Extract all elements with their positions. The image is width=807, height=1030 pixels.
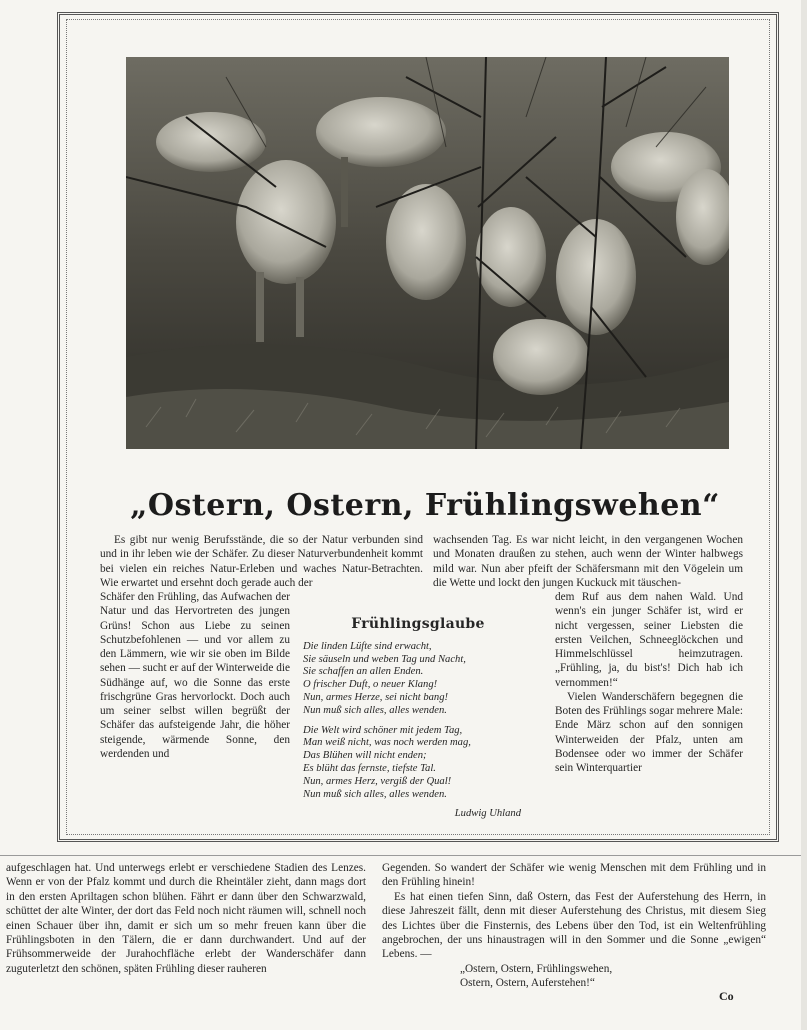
poem-line: Das Blühen will nicht enden;	[303, 750, 427, 762]
poem-author: Ludwig Uhland	[454, 808, 521, 820]
poem-line: Die Welt wird schöner mit jedem Tag,	[303, 724, 463, 736]
poem-line: Man weiß nicht, was noch werden mag,	[303, 737, 471, 749]
right-column-lead: wachsenden Tag. Es war nicht leicht, in den vergangenen Wochen und Monaten draußen zu stehen, auch wenn der Winter halbwegs mild war. Nun aber pfeift der Schäfersmann mit den Vögelein um die Wette und lockt den jungen Kuckuck mit täuschen-	[433, 534, 743, 589]
continuation-right-p2: Es hat einen tiefen Sinn, daß Ostern, das Fest der Auferstehung des Herrn, in diese Jahreszeit fällt, denn mit dieser Auferstehung des Christus, mit diesem Sieg des Lichtes über die Finsternis, des Lebens über den Tod, ist ein Weltenfrühling angebrochen, der uns hinaustragen will in den Sommer und die Sonne „ewigen“ Lebens. —	[382, 890, 766, 961]
continuation-left	[6, 861, 366, 976]
poem-line: Es blüht das fernste, tiefste Tal.	[303, 762, 436, 774]
poem-line: Sie säuseln und weben Tag und Nacht,	[303, 653, 466, 665]
poem-line: Nun, armes Herz, vergiß der Qual!	[303, 775, 452, 787]
continuation-left-text: aufgeschlagen hat. Und unterwegs erlebt er verschiedene Stadien des Lenzes. Wenn er von der Pfalz kommt und durch die Rheintäler zieht, dann mags dort in den ersten Apriltagen schon blühen. Fährt er dann über den Schwarzwald, schüttet der alte Winter, der dort das Feld noch nicht räumen will, schnell noch einen Schauer über ihn, damit er sich um so mehr freuen kann über die Frühlingsboten in den Tälern, die er dann durchwandert. Und auf der Frühsommerweide der Jurahochfläche erlebt der Wanderschäfer dann zuguterletzt den schönen, späten Frühling dieser rauheren	[6, 862, 366, 975]
poem-line: Die linden Lüfte sind erwacht,	[303, 640, 432, 652]
poem-line: O frischer Duft, o neuer Klang!	[303, 679, 438, 691]
right-column-narrow-1: dem Ruf aus dem nahen Wald. Und wenn's ein junger Schäfer ist, wird er nicht vergessen, seiner Liebsten die ersten Veilchen, Schneeglöckchen und Himmelschlüssel heimzutragen. „Frühling, ja, du bist's! Dich hab ich vernommen!“	[555, 591, 743, 689]
lambs-photo-graphic	[126, 57, 729, 449]
left-column-lead: Es gibt nur wenig Berufsstände, die so der Natur verbunden sind und in ihr leben wie der Schäfer. Zu dieser Naturverbundenheit kommt bei vielen ein reiches Natur-Erleben und waches Natur-Betrachten. Wie erwartet und ersehnt doch gerade auch der	[100, 534, 423, 589]
poem-line: Nun, armes Herze, sei nicht bang!	[303, 691, 449, 703]
poem-line: Nun muß sich alles, alles wenden.	[303, 788, 447, 800]
left-column-narrow: Schäfer den Frühling, das Aufwachen der Natur und das Hervortreten des jungen Grüns! Schon aus Liebe zu seinen Schutzbefohlenen — und vor allem zu den Lämmern, wie wir sie oben im Bilde sehen — sucht er auf der Winterweide die Südhänge auf, wo die Sonne das erste frischgrüne Gras hervorlockt. Doch auch um seiner selbst willen begrüßt der Schäfer das aufsteigende Jahr, die höher steigende, wärmende Sonne, den werdenden und	[100, 591, 290, 760]
poem-title: Frühlingsglaube	[351, 616, 485, 632]
continuation-right	[382, 861, 766, 991]
poem-line: Nun muß sich alles, alles wenden.	[303, 704, 447, 716]
continuation-right-p1: Gegenden. So wandert der Schäfer wie wenig Menschen mit dem Frühling und in den Frühling hinein!	[382, 862, 766, 889]
right-column-narrow-2: Vielen Wanderschäfern begegnen die Boten des Frühlings sogar mehrere Male: Ende März schon auf den sonnigen Winterweiden der Pfalz, unten am Bodensee oder wo immer der Schäfer sein Winterquartier	[555, 690, 743, 774]
closing-verse-2: Ostern, Ostern, Auferstehen!“	[460, 977, 595, 990]
article-right-column	[433, 533, 743, 775]
author-signature: Co	[719, 989, 734, 1003]
lambs-photo	[126, 57, 729, 449]
closing-verse-1: „Ostern, Ostern, Frühlingswehen,	[460, 962, 613, 975]
article-title: „Ostern, Ostern, Frühlingswehen“	[130, 488, 720, 523]
scan-edge	[801, 0, 807, 1030]
poem-line: Sie schaffen an allen Enden.	[303, 666, 424, 678]
page-fold-line	[0, 855, 807, 856]
